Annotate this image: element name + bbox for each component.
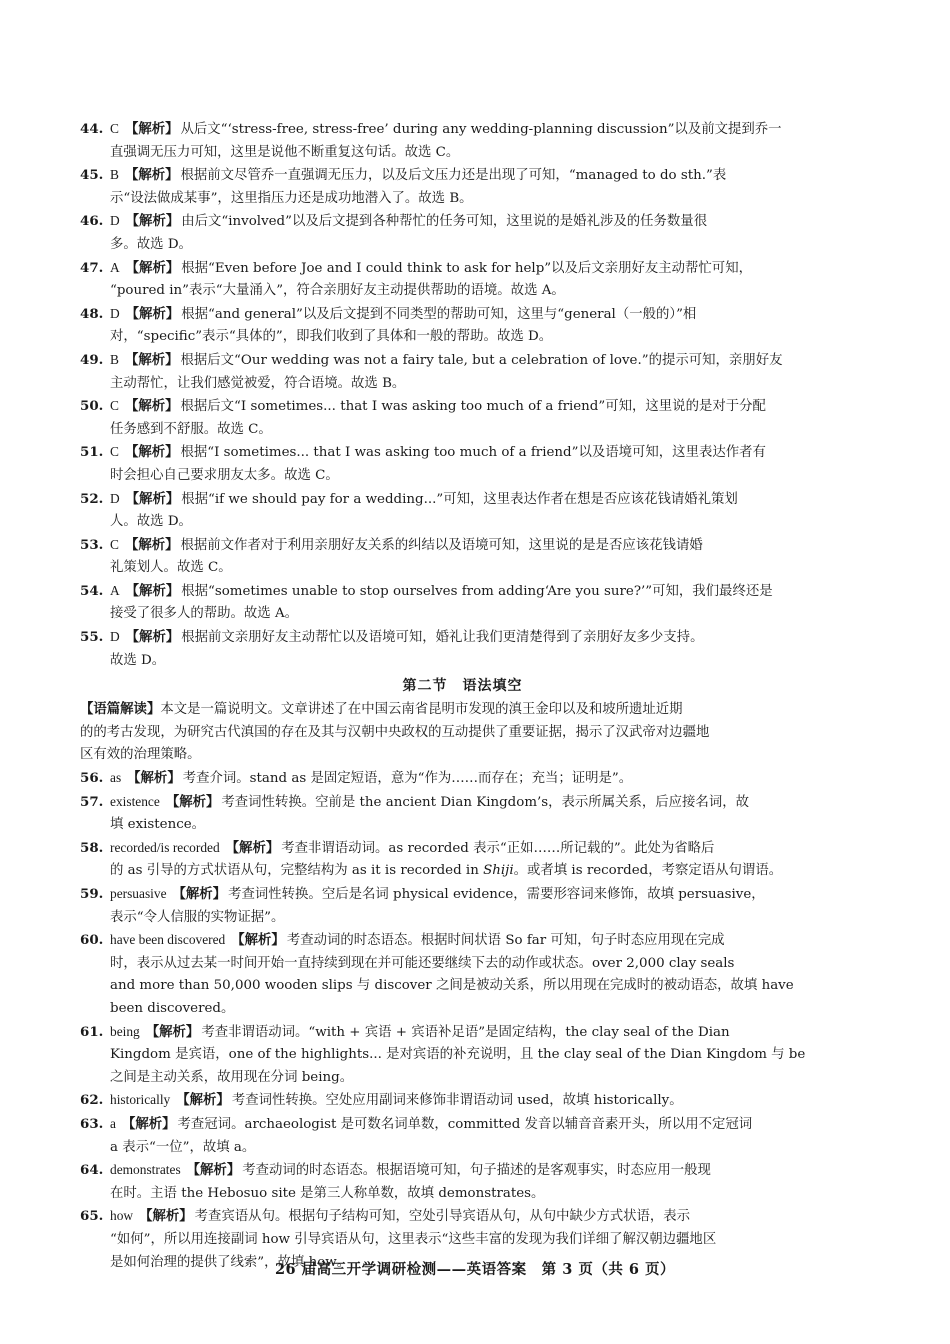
passage-interpretation xyxy=(80,698,845,767)
item-number: 61. xyxy=(80,1023,104,1040)
answer-item-52 xyxy=(80,488,845,534)
item-text-cont: 多。故选 D。 xyxy=(110,236,192,252)
item-text-cont: been discovered。 xyxy=(110,1000,235,1016)
item-number: 44. xyxy=(80,121,104,137)
answer-item-49 xyxy=(80,349,845,395)
item-text-cont: 是如何治理的提供了线索”，故填 how。 xyxy=(110,1254,351,1270)
item-answer: as xyxy=(110,770,122,786)
answer-item-44 xyxy=(80,118,845,164)
item-answer: existence xyxy=(110,793,160,809)
item-text-cont: 直强调无压力可知，这里是说他不断重复这句话。故选 C。 xyxy=(110,144,460,160)
analysis-tag: 【解析】 xyxy=(139,1208,193,1225)
answer-item-50 xyxy=(80,395,845,441)
item-text: 考查词性转换。空后是名词 physical evidence，需要形容词来修饰，故填 persuasive， xyxy=(228,887,765,902)
item-text-cont: 对，“specific”表示“具体的”，即我们收到了具体和一般的帮助。故选 D。 xyxy=(110,329,553,345)
item-text: 考查词性转换。空前是 the ancient Dian Kingdom’s，表示所属关系，后应接名词，故 xyxy=(221,794,749,810)
item-answer: have been discovered xyxy=(110,932,226,948)
item-text-cont: “poured in”表示“大量涌入”，符合亲朋好友主动提供帮助的语境。故选 A。 xyxy=(110,283,565,299)
item-number: 58. xyxy=(80,839,104,856)
item-answer: C xyxy=(110,121,119,136)
analysis-tag: 【解析】 xyxy=(176,1092,230,1109)
analysis-tag: 【解析】 xyxy=(124,121,179,137)
item-text-cont: 主动帮忙，让我们感觉被爱，符合语境。故选 B。 xyxy=(110,375,406,391)
item-text-cont: 人。故选 D。 xyxy=(110,514,192,530)
item-number: 52. xyxy=(80,490,104,507)
item-text: 考查动词的时态语态。根据时间状语 So far 可知，句子时态应用现在完成 xyxy=(286,933,725,949)
item-text: 根据“Even before Joe and I could think to ask for help”以及后文亲朋好友主动帮忙可知， xyxy=(181,260,752,276)
item-number: 49. xyxy=(80,351,104,368)
item-number: 55. xyxy=(80,629,104,646)
item-number: 62. xyxy=(80,1092,104,1109)
item-text-part: 的 as 引导的方式状语从句，完整结构为 as it is recorded in xyxy=(110,863,484,879)
item-number: 54. xyxy=(80,582,104,599)
answer-item-55 xyxy=(80,626,845,672)
item-text: 根据前文尽管乔一直强调无压力，以及后文压力还是出现了可知，“managed to do sth.”表 xyxy=(180,168,727,184)
analysis-tag: 【解析】 xyxy=(165,793,220,810)
item-text-cont: 时，表示从过去某一时间开始一直持续到现在并可能还要继续下去的动作或状态。over 2,000 clay seals xyxy=(110,955,735,971)
analysis-tag: 【解析】 xyxy=(124,398,179,415)
item-text: 根据“sometimes unable to stop ourselves from adding‘Are you sure?’”可知，我们最终还是 xyxy=(181,583,773,599)
item-number: 53. xyxy=(80,536,104,553)
analysis-tag: 【解析】 xyxy=(125,582,180,599)
item-number: 48. xyxy=(80,305,104,322)
answer-item-59 xyxy=(80,883,845,929)
answer-item-56 xyxy=(80,767,845,791)
item-answer: C xyxy=(110,398,119,414)
passage-line: 的的考古发现，为研究古代滇国的存在及其与汉朝中央政权的互动提供了重要证据，揭示了汉武帝对边疆地 xyxy=(80,724,710,740)
item-answer: being xyxy=(110,1023,140,1039)
item-text-cont: 表示“令人信服的实物证据”。 xyxy=(110,909,285,925)
answer-item-48 xyxy=(80,303,845,349)
item-text-cont: and more than 50,000 wooden slips 与 discover 之间是被动关系，所以用现在完成时的被动语态，故填 have xyxy=(110,978,794,994)
item-answer: historically xyxy=(110,1092,171,1108)
answer-item-63 xyxy=(80,1113,845,1159)
item-text: 根据前文亲朋好友主动帮忙以及语境可知，婚礼让我们更清楚得到了亲朋好友多少支持。 xyxy=(181,630,704,646)
analysis-tag: 【解析】 xyxy=(186,1162,241,1179)
item-answer: D xyxy=(110,490,120,506)
item-text: 考查非谓语动词。as recorded 表示“正如……所记载的”。此处为省略后 xyxy=(281,840,715,856)
item-number: 50. xyxy=(80,398,104,415)
item-number: 59. xyxy=(80,886,104,902)
item-answer: a xyxy=(110,1115,116,1131)
answer-item-61 xyxy=(80,1021,845,1090)
item-text: 根据“I sometimes... that I was asking too much of a friend”以及语境可知，这里表达作者有 xyxy=(180,445,766,461)
item-text-cont: 任务感到不舒服。故选 C。 xyxy=(110,421,272,437)
item-number: 57. xyxy=(80,793,104,810)
passage-line: 区有效的治理策略。 xyxy=(80,747,201,763)
item-number: 47. xyxy=(80,259,104,276)
item-text-cont: 故选 D。 xyxy=(110,652,166,668)
answer-item-45 xyxy=(80,164,845,210)
analysis-tag: 【解析】 xyxy=(127,770,181,787)
item-number: 63. xyxy=(80,1115,104,1132)
item-text: 根据后文“Our wedding was not a fairy tale, but a celebration of love.”的提示可知，亲朋好友 xyxy=(180,352,783,368)
analysis-tag: 【解析】 xyxy=(125,629,180,646)
analysis-tag: 【解析】 xyxy=(125,259,180,276)
answer-item-58 xyxy=(80,837,845,883)
item-text: 根据“and general”以及后文提到不同类型的帮助可知，这里与“general（一般的）”相 xyxy=(181,306,697,322)
item-answer: C xyxy=(110,536,119,552)
item-text: 从后文“‘stress-free, stress-free’ during any wedding-planning discussion”以及前文提到乔一 xyxy=(180,122,782,137)
item-text-cont xyxy=(80,860,845,883)
item-number: 65. xyxy=(80,1208,104,1225)
item-text-cont: “如何”，所以用连接副词 how 引导宾语从句，这里表示“这些丰富的发现为我们详细了解汉朝边疆地区 xyxy=(110,1231,717,1247)
analysis-tag: 【解析】 xyxy=(125,490,180,507)
item-text: 根据后文“I sometimes... that I was asking too much of a friend”可知，这里说的是对于分配 xyxy=(180,399,766,415)
item-text: 考查宾语从句。根据句子结构可知，空处引导宾语从句，从句中缺少方式状语，表示 xyxy=(194,1209,691,1225)
item-text-cont: Kingdom 是宾语，one of the highlights... 是对宾语的补充说明，且 the clay seal of the Dian Kingdom 与 be xyxy=(110,1047,806,1063)
item-number: 56. xyxy=(80,770,104,787)
item-text-cont: 接受了很多人的帮助。故选 A。 xyxy=(110,606,299,622)
answer-item-60 xyxy=(80,929,845,1020)
item-text: 由后文“involved”以及后文提到各种帮忙的任务可知，这里说的是婚礼涉及的任务数量很 xyxy=(181,214,708,230)
item-text-cont: 在时。主语 the Hebosuo site 是第三人称单数，故填 demonstrates。 xyxy=(110,1185,545,1201)
analysis-tag: 【解析】 xyxy=(124,536,179,553)
item-text-cont: 礼策划人。故选 C。 xyxy=(110,560,232,576)
item-answer: D xyxy=(110,629,120,645)
item-text-cont: 填 existence。 xyxy=(110,817,206,833)
answer-item-46 xyxy=(80,210,845,256)
answer-item-47 xyxy=(80,257,845,303)
item-answer: recorded/is recorded xyxy=(110,839,220,855)
item-number: 46. xyxy=(80,213,104,230)
item-text: 根据“if we should pay for a wedding...”可知，这里表达作者在想是否应该花钱请婚礼策划 xyxy=(181,491,738,507)
item-text: 考查词性转换。空处应用副词来修饰非谓语动词 used，故填 historically。 xyxy=(231,1093,683,1109)
analysis-tag: 【解析】 xyxy=(124,167,179,184)
item-answer: how xyxy=(110,1208,134,1224)
item-text-part: 。或者填 is recorded，考察定语从句谓语。 xyxy=(513,863,783,879)
item-number: 64. xyxy=(80,1162,104,1179)
analysis-tag: 【解析】 xyxy=(121,1115,176,1132)
item-answer: persuasive xyxy=(110,886,167,901)
item-text: 考查冠词。archaeologist 是可数名词单数，committed 发音以辅音音素开头，所以用不定冠词 xyxy=(177,1116,753,1132)
item-text-cont: a 表示“一位”，故填 a。 xyxy=(110,1139,256,1155)
item-text-italic: Shiji xyxy=(483,863,514,879)
item-answer: B xyxy=(110,167,119,183)
item-answer: A xyxy=(110,582,120,598)
analysis-tag: 【解析】 xyxy=(125,213,180,230)
item-text-cont: 时会担心自己要求朋友太多。故选 C。 xyxy=(110,467,339,483)
answer-item-64 xyxy=(80,1159,845,1205)
page-footer: 26 届高三开学调研检测——英语答案 第 3 页（共 6 页） xyxy=(274,1261,676,1278)
analysis-tag: 【解析】 xyxy=(124,351,179,368)
item-answer: D xyxy=(110,213,120,229)
item-number: 60. xyxy=(80,932,104,949)
analysis-tag: 【解析】 xyxy=(125,305,180,322)
item-number: 45. xyxy=(80,167,104,184)
item-answer: D xyxy=(110,305,120,321)
section-title: 第二节 语法填空 xyxy=(402,678,523,695)
item-text: 考查非谓语动词。“with + 宾语 + 宾语补足语”是固定结构，the clay seal of the Dian xyxy=(201,1024,730,1040)
item-text: 考查介词。stand as 是固定短语，意为“作为……而存在；充当；证明是”。 xyxy=(182,771,633,787)
item-text-cont: 示“设法做成某事”，这里指压力还是成功地潜入了。故选 B。 xyxy=(110,190,473,206)
answer-item-53 xyxy=(80,534,845,580)
passage-line: 本文是一篇说明文。文章讲述了在中国云南省昆明市发现的滇王金印以及和坡所遗址近期 xyxy=(160,702,683,718)
item-number: 51. xyxy=(80,444,104,461)
page-content xyxy=(80,118,845,1274)
item-answer: A xyxy=(110,259,120,275)
item-answer: C xyxy=(110,444,119,460)
answer-item-51 xyxy=(80,441,845,487)
answer-item-57 xyxy=(80,791,845,837)
item-answer: B xyxy=(110,351,119,367)
analysis-tag: 【解析】 xyxy=(145,1023,200,1040)
item-text-cont: 之间是主动关系，故用现在分词 being。 xyxy=(110,1069,354,1085)
answer-item-54 xyxy=(80,580,845,626)
analysis-tag: 【解析】 xyxy=(231,932,285,949)
answer-item-62 xyxy=(80,1089,845,1113)
analysis-tag: 【解析】 xyxy=(225,839,280,856)
analysis-tag: 【解析】 xyxy=(124,444,179,461)
item-text: 考查动词的时态语态。根据语境可知，句子描述的是客观事实，时态应用一般现 xyxy=(242,1163,711,1179)
analysis-tag: 【解析】 xyxy=(172,886,227,902)
passage-tag: 【语篇解读】 xyxy=(80,701,161,718)
item-answer: demonstrates xyxy=(110,1162,181,1178)
item-text: 根据前文作者对于利用亲朋好友关系的纠结以及语境可知，这里说的是是否应该花钱请婚 xyxy=(180,537,703,553)
